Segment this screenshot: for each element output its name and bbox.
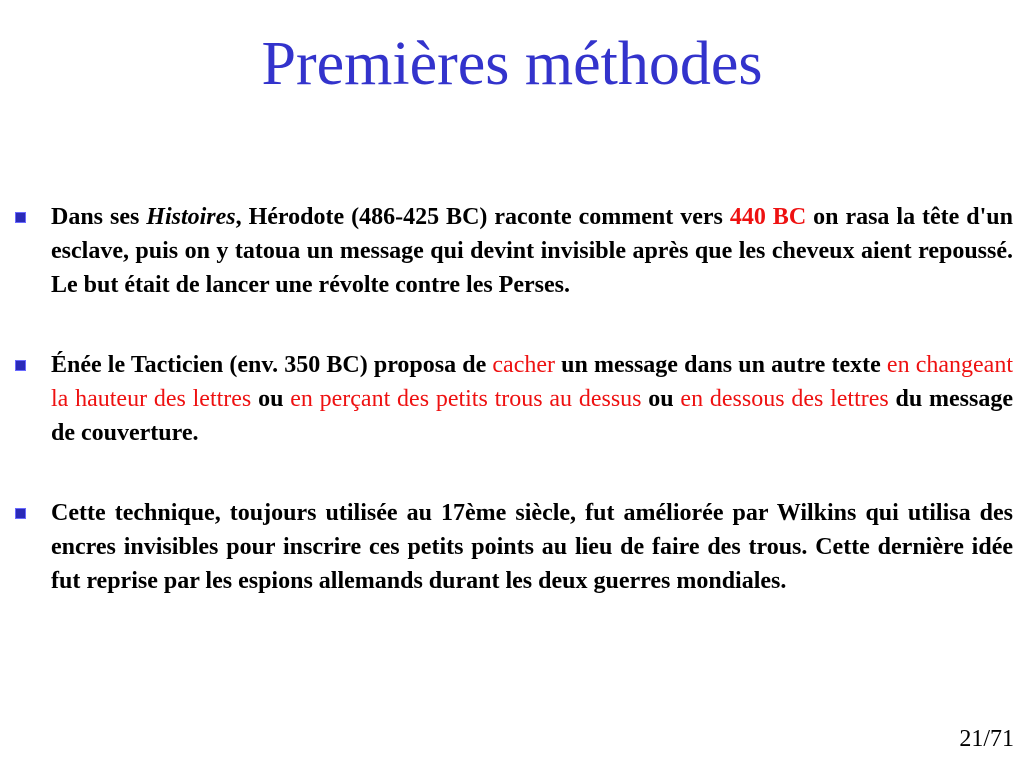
bullet-text: un message dans un autre texte: [555, 352, 887, 378]
bullet-text: on rasa la tête d'un esclave, puis on y tatoua un message qui devint invisible après que les cheveux aient repoussé. Le but était de lancer une révolte contre les Perses.: [51, 204, 1014, 298]
highlight-percant: en perçant des petits trous au dessus: [290, 386, 642, 412]
page-number: 21/71: [959, 726, 1014, 752]
bullet-text: ou: [251, 386, 291, 412]
slide-title: Premières méthodes: [261, 30, 763, 98]
bullet-text: Dans ses: [51, 204, 147, 230]
bullet-text: , Hérodote (486-425 BC) raconte comment vers: [235, 204, 730, 230]
bullet-item-herodotus: [15, 200, 1013, 302]
bullet-item-wilkins: [15, 496, 1013, 598]
bullet-text: Cette technique, toujours utilisée au 17ème siècle, fut améliorée par Wilkins qui utilisa des encres invisibles pour inscrire ces petits points au lieu de faire des trous. Cette dernière idée fut reprise par les espions allemands durant les deux guerres mondiales.: [51, 500, 1013, 594]
square-bullet-icon: [15, 508, 26, 519]
highlight-date: 440 BC: [729, 204, 807, 230]
bullet-text: Énée le Tacticien (env. 350 BC) proposa de: [51, 352, 493, 378]
bullet-text: ou: [641, 386, 681, 412]
square-bullet-icon: [15, 360, 26, 371]
bullet-item-enee: [15, 348, 1013, 450]
bullet-text: du message de couverture.: [51, 386, 1013, 446]
highlight-dessous: en dessous des lettres: [680, 386, 889, 412]
highlight-hauteur: en changeant la hauteur des lettres: [51, 352, 1013, 412]
highlight-cacher: cacher: [492, 352, 555, 378]
bullet-list: [15, 200, 1013, 598]
square-bullet-icon: [15, 212, 26, 223]
book-title-histoires: Histoires: [146, 204, 236, 230]
